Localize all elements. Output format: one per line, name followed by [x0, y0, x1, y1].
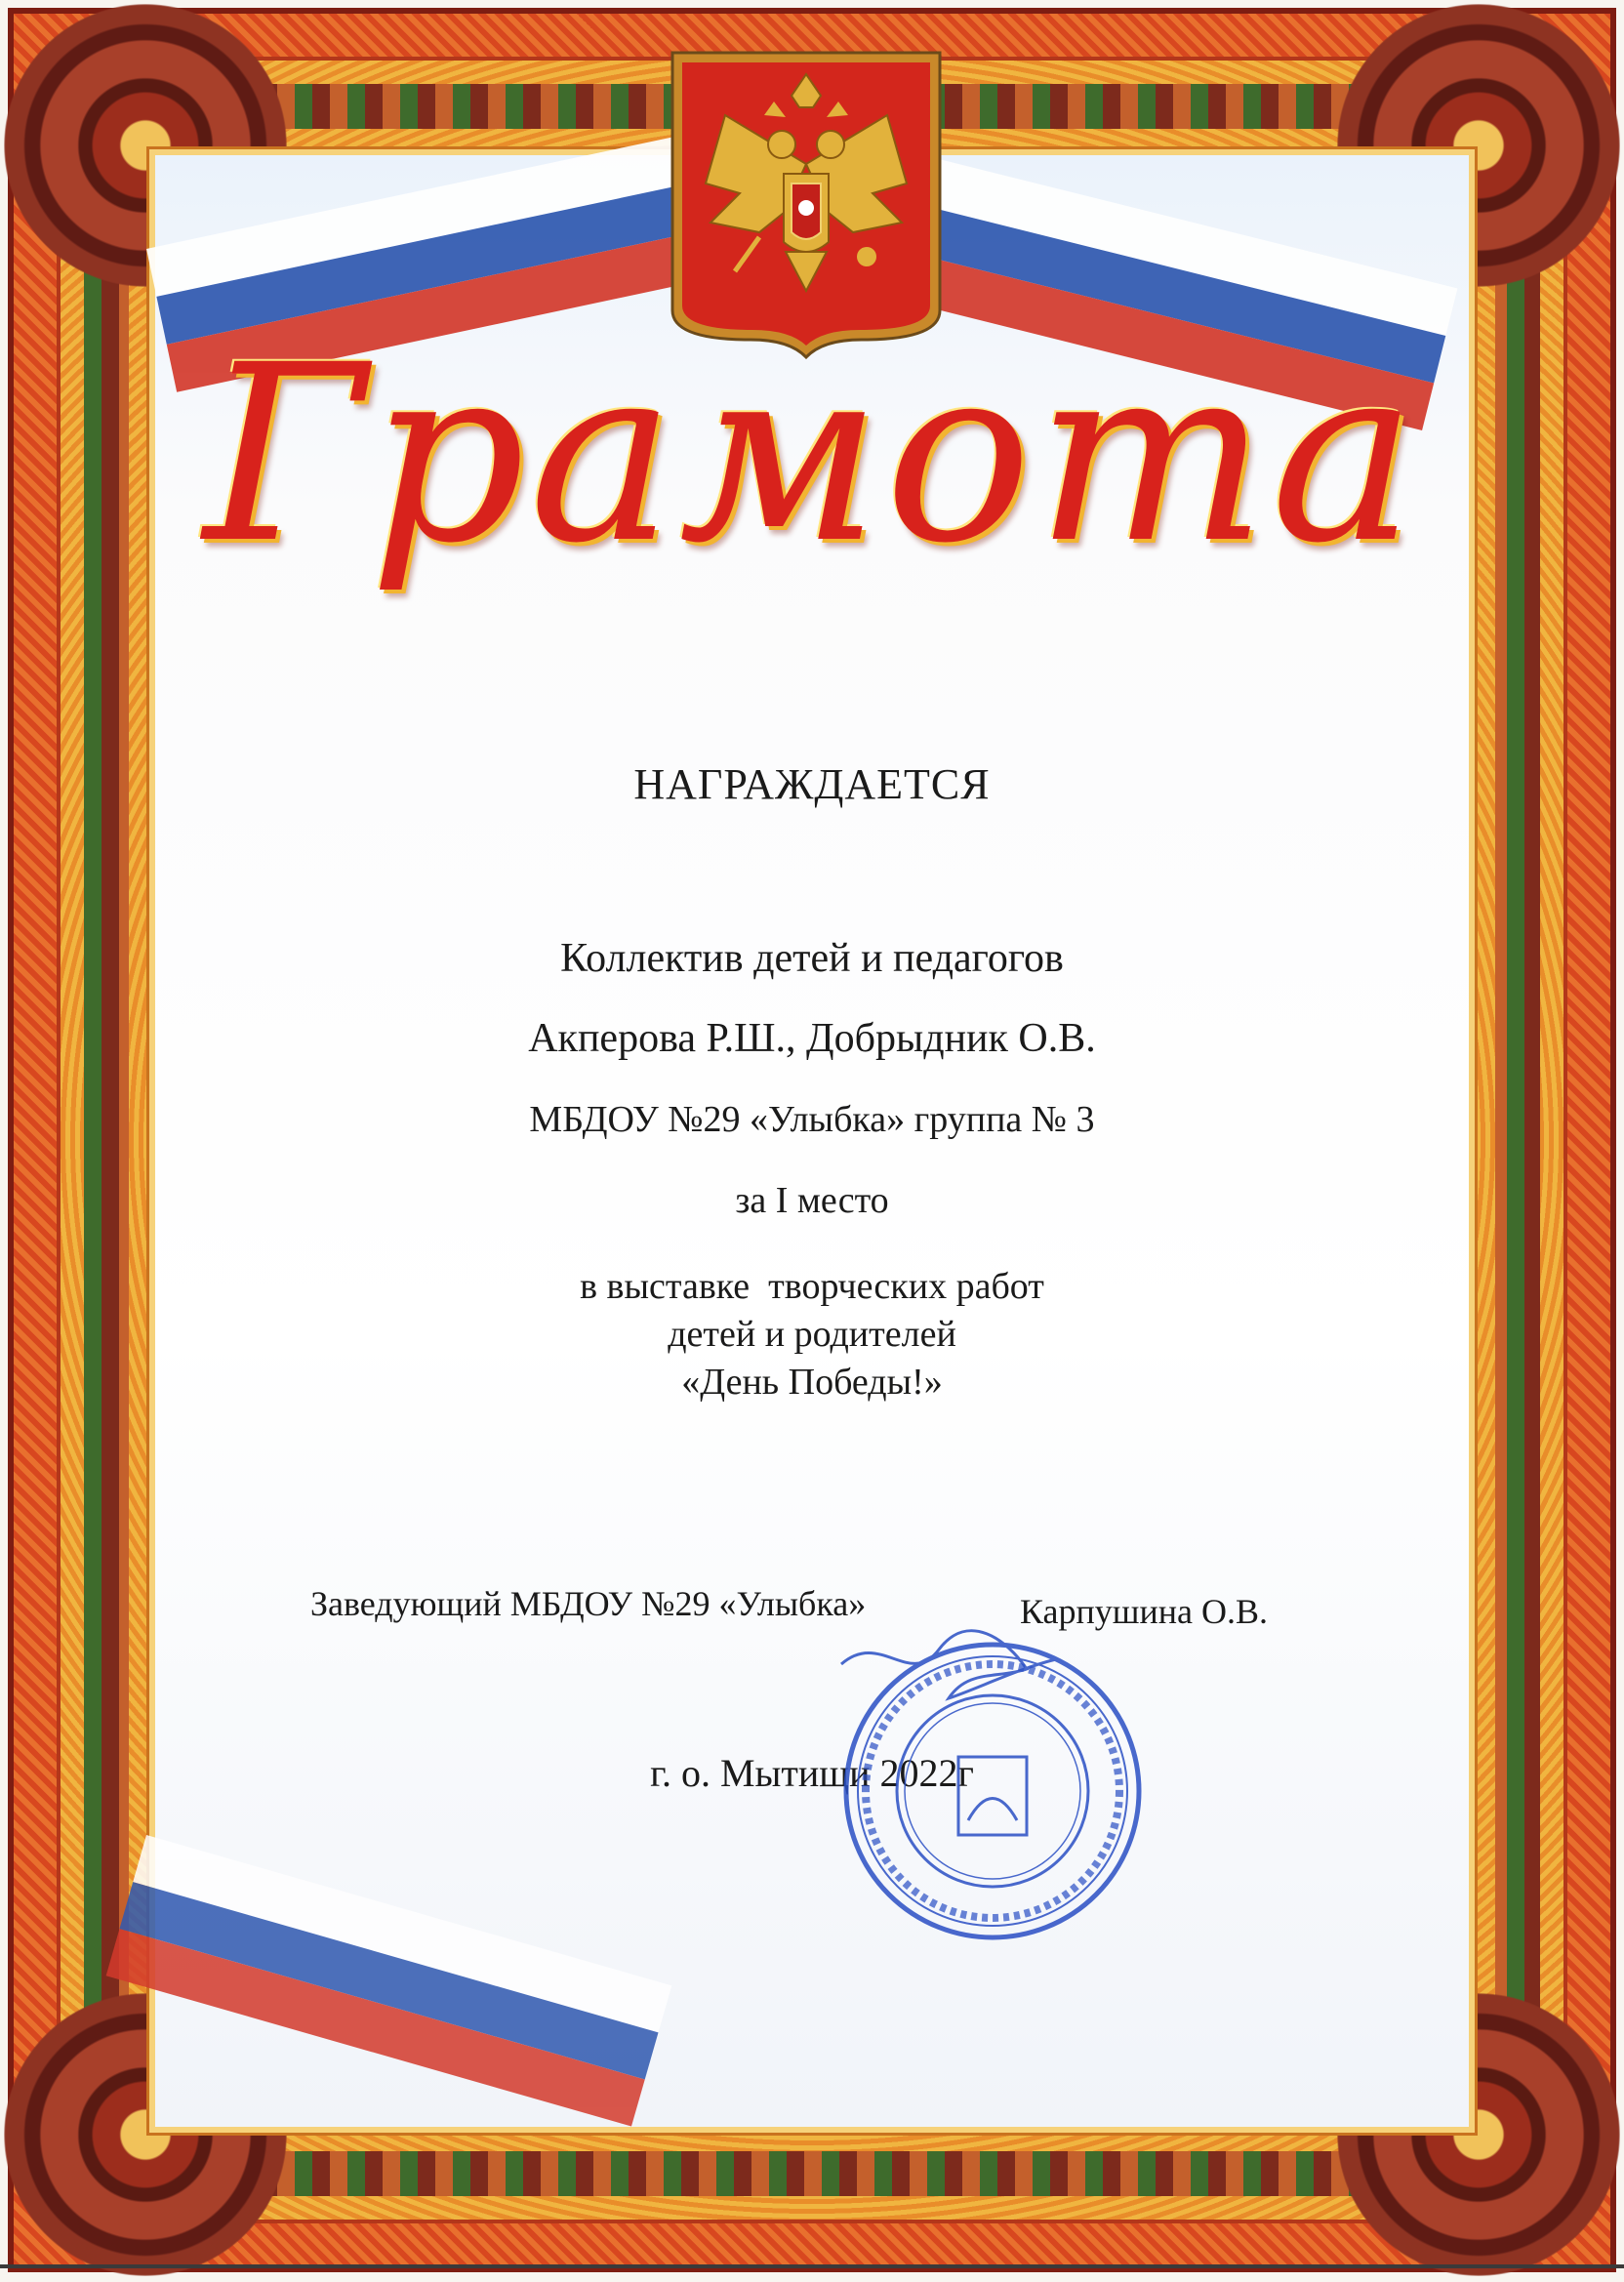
recipient-line-3: МБДОУ №29 «Улыбка» группа № 3 — [529, 1099, 1095, 1140]
city-year: г. о. Мытищи 2022г — [650, 1751, 974, 1795]
signer-name: Карпушина О.В. — [1020, 1592, 1269, 1631]
recipient-line-2: Акперова Р.Ш., Добрыдник О.В. — [528, 1016, 1096, 1061]
event-line-3: «День Победы!» — [681, 1362, 943, 1403]
place-line: за I место — [735, 1180, 889, 1221]
recipient-line-1: Коллектив детей и педагогов — [560, 936, 1064, 981]
official-stamp-icon — [822, 1610, 1163, 1952]
certificate-title: Грамота — [203, 312, 1421, 596]
awarded-heading: НАГРАЖДАЕТСЯ — [633, 760, 991, 808]
event-line-1: в выставке творческих работ — [580, 1266, 1044, 1307]
signer-role: Заведующий МБДОУ №29 «Улыбка» — [310, 1584, 867, 1623]
scan-edge-line — [0, 2264, 1624, 2268]
event-line-2: детей и родителей — [668, 1314, 956, 1355]
